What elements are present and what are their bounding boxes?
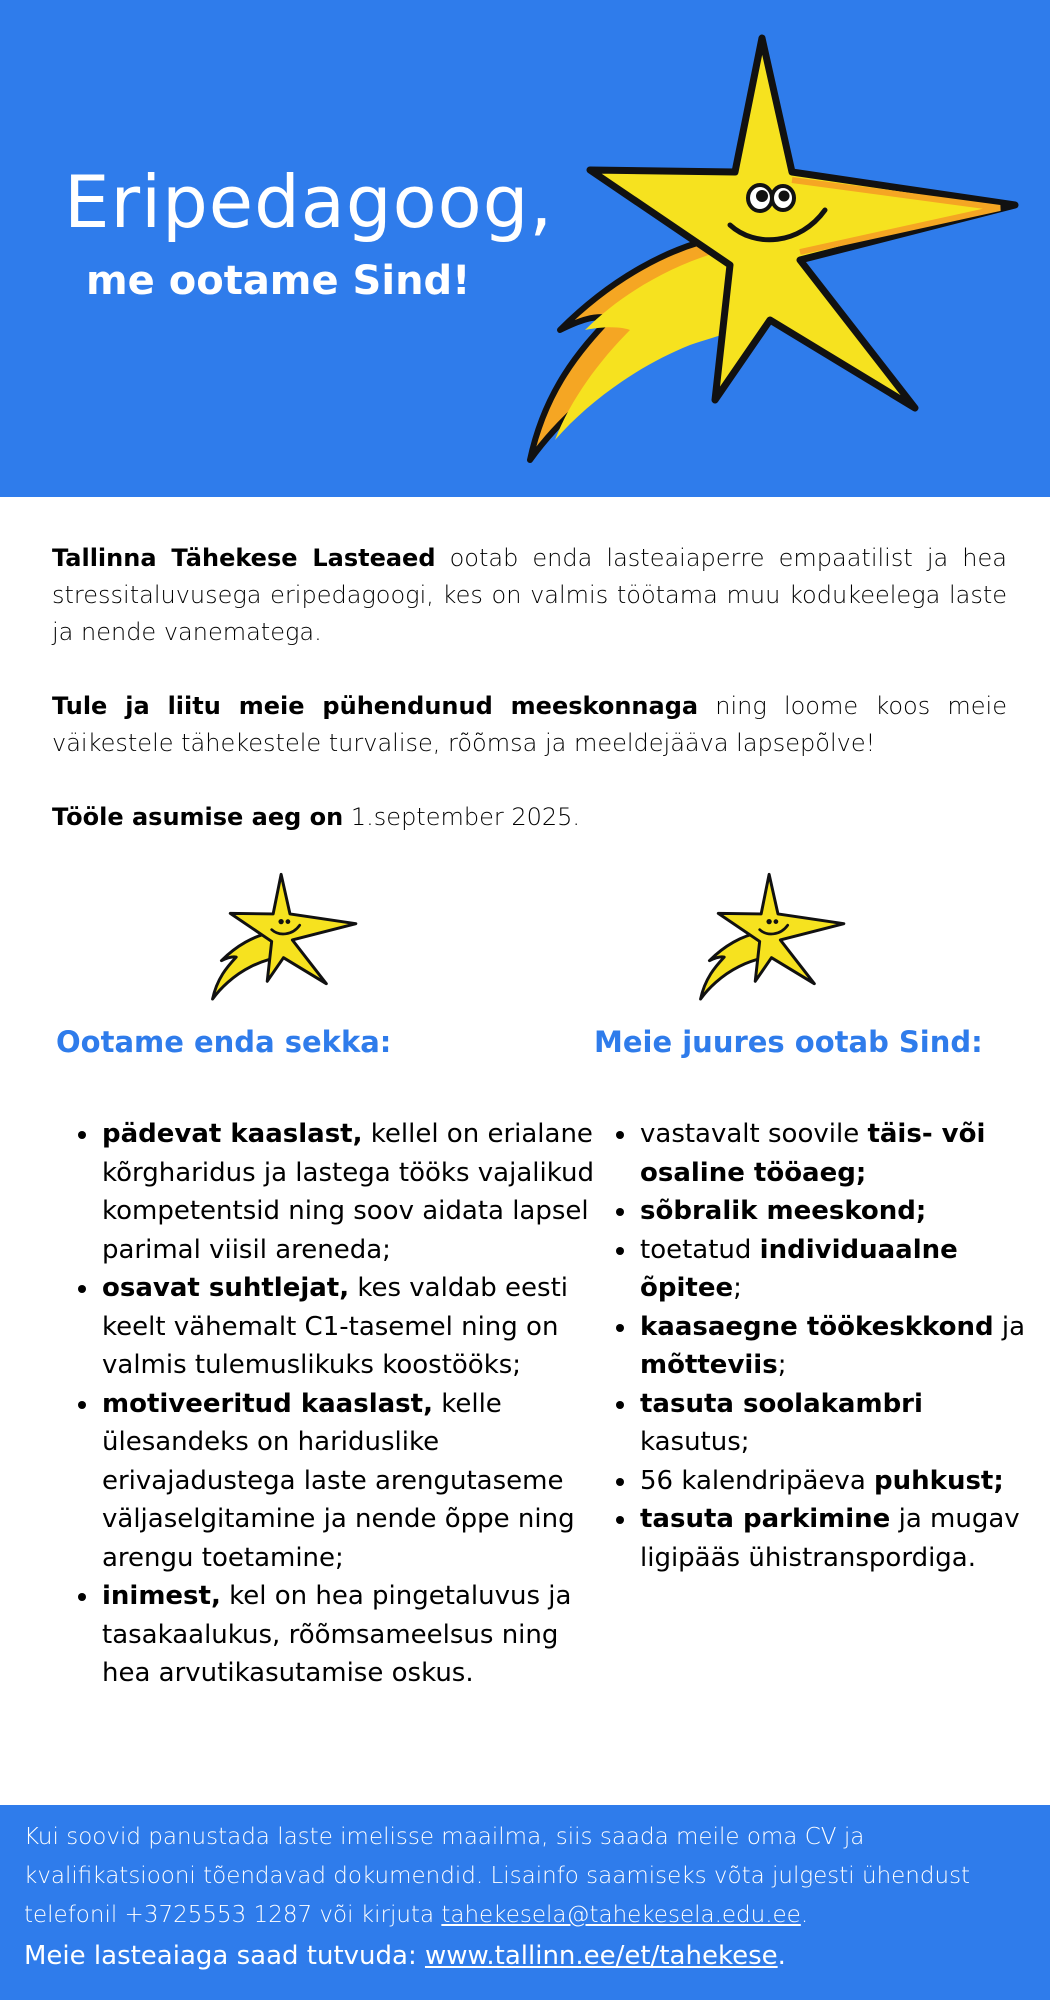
small-star-left-icon	[202, 872, 362, 1002]
email-link[interactable]: tahekesela@tahekesela.edu.ee	[441, 1902, 801, 1928]
website-link[interactable]: www.tallinn.ee/et/tahekese	[424, 1941, 778, 1971]
list-item: • kaasaegne töökeskkond ja mõtteviis;	[638, 1308, 1028, 1385]
left-column-heading: Ootame enda sekka:	[56, 1025, 392, 1059]
intro-paragraph-3: Tööle asumise aeg on 1.september 2025.	[52, 803, 581, 831]
header-banner	[0, 0, 1050, 497]
intro-paragraph-2: Tule ja liitu meie pühendunud meeskonnaga ning loome koos meie väikestele tähekestele turvalise, rõõmsa ja meeldejääva lapsepõlve!	[52, 692, 1007, 757]
list-item: • tasuta parkimine ja mugav ligipääs ühistranspordiga.	[638, 1500, 1028, 1577]
shooting-star-mascot-icon	[500, 30, 1030, 470]
list-item: • sõbralik meeskond;	[638, 1192, 1028, 1231]
benefits-list	[590, 1115, 1028, 1577]
list-item: • vastavalt soovile täis- või osaline tööaeg;	[638, 1115, 1028, 1192]
list-item: • pädevat kaaslast, kellel on erialane kõrgharidus ja lastega tööks vajalikud kompetentsid ning soov aidata lapsel parimal viisil areneda;	[100, 1115, 606, 1269]
intro-paragraph-1: Tallinna Tähekese Lasteaed ootab enda lasteaiaperre empaatilist ja hea stressitaluvusega eripedagoogi, kes on valmis töötama muu kodukeelega laste ja nende vanematega.	[52, 544, 1007, 646]
contact-text: Kui soovid panustada laste imelisse maailma, siis saada meile oma CV ja kvalifikatsiooni tõendavad dokumendid. Lisainfo saamiseks võta julgesti ühendust telefonil +3725553 1287 või kirjuta tahekesela@tahekesela.edu.ee.	[24, 1824, 971, 1928]
list-item: • tasuta soolakambri kasutus;	[638, 1385, 1028, 1462]
list-item: • osavat suhtlejat, kes valdab eesti keelt vähemalt C1-tasemel ning on valmis tulemuslikuks koostööks;	[100, 1269, 606, 1385]
list-item: • 56 kalendripäeva puhkust;	[638, 1462, 1028, 1501]
page-title: Eripedagoog,	[64, 160, 554, 244]
list-item: • motiveeritud kaaslast, kelle ülesandeks on hariduslike erivajadustega laste arengutaseme väljaselgitamine ja nende õppe ning arengu toetamine;	[100, 1385, 606, 1578]
small-star-right-icon	[690, 872, 850, 1002]
requirements-list	[52, 1115, 606, 1693]
list-item: • toetatud individuaalne õpitee;	[638, 1231, 1028, 1308]
right-column-heading: Meie juures ootab Sind:	[594, 1025, 983, 1059]
list-item: • inimest, kel on hea pingetaluvus ja tasakaalukus, rõõmsameelsus ning hea arvutikasutamise oskus.	[100, 1577, 606, 1693]
intro-text	[52, 540, 1007, 873]
footer-contact	[0, 1805, 1050, 2000]
page-subtitle: me ootame Sind!	[86, 258, 471, 304]
website-line: Meie lasteaiaga saad tutvuda: www.tallinn.ee/et/tahekese.	[24, 1941, 786, 1971]
